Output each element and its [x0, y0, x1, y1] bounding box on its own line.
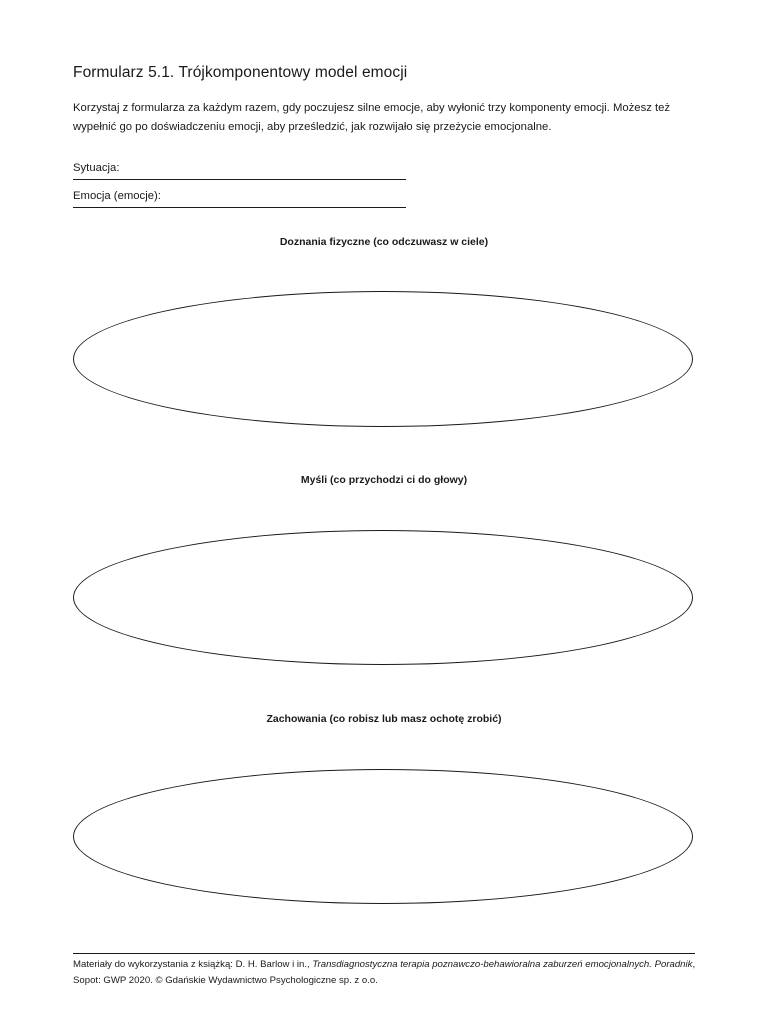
- situation-field[interactable]: [73, 160, 406, 180]
- emotion-field[interactable]: [73, 188, 406, 208]
- emotion-label: Emocja (emocje):: [73, 190, 161, 202]
- footer-citation: [73, 957, 703, 988]
- thoughts-ellipse[interactable]: [73, 530, 693, 665]
- footer-prefix: Materiały do wykorzystania z książką: D. H. Barlow i in.,: [73, 959, 313, 970]
- footer-divider: [73, 953, 695, 954]
- situation-label: Sytuacja:: [73, 162, 120, 174]
- form-instructions: Korzystaj z formularza za każdym razem, gdy poczujesz silne emocje, aby wyłonić trzy komponenty emocji. Możesz też wypełnić go po doświadczeniu emocji, aby prześledzić, jak rozwijało się przeżycie emocjonalne.: [73, 102, 671, 133]
- physical-sensations-ellipse[interactable]: [73, 291, 693, 427]
- physical-sensations-heading: Doznania fizyczne (co odczuwasz w ciele): [279, 236, 489, 248]
- thoughts-heading: Myśli (co przychodzi ci do głowy): [300, 474, 468, 486]
- behaviors-heading: Zachowania (co robisz lub masz ochotę zrobić): [266, 713, 502, 725]
- footer-suffix: , Sopot: GWP 2020. © Gdańskie Wydawnictwo Psychologiczne sp. z o.o.: [73, 959, 696, 986]
- behaviors-ellipse[interactable]: [73, 769, 693, 904]
- form-title: Formularz 5.1. Trójkomponentowy model emocji: [73, 64, 408, 81]
- footer-book-title: Transdiagnostyczna terapia poznawczo-behawioralna zaburzeń emocjonalnych. Poradnik: [312, 959, 693, 970]
